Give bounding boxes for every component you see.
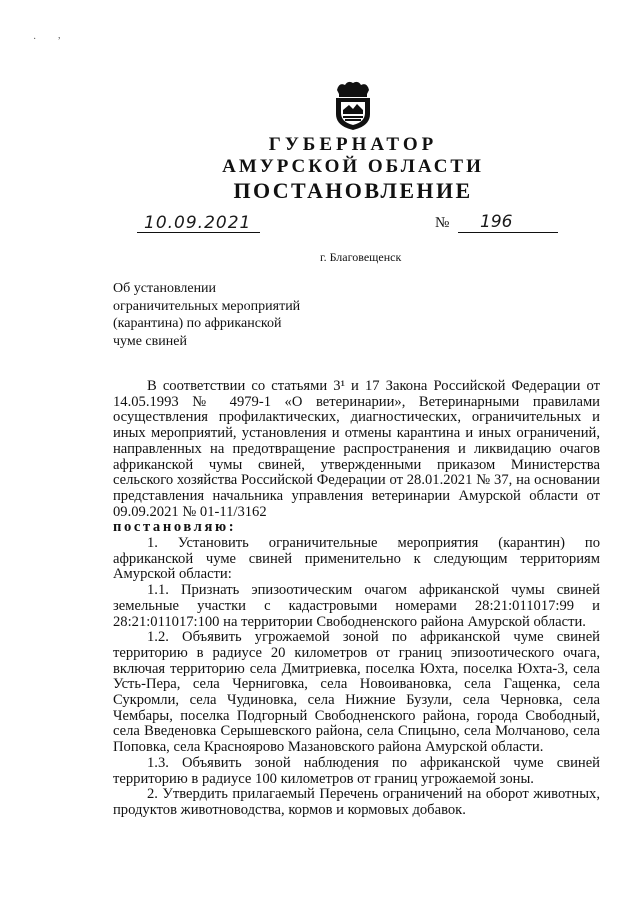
item-paragraph: 1.2. Объявить угрожаемой зоной по африканской чуме свиней территорию в радиусе 20 километров от границ эпизоотического очага, включая территорию села Дмитриевка, поселка Юхта, поселка Юхта-3, села Усть-Пера, села Черниговка, села Новоивановка, села Гащенка, села Сукромли, села Чудиновка, села Нижние Бузули, села Черновка, села Чембары, поселка Подгорный Свободненского района, города Свободный, села Введеновка Серышевского района, села Спицыно, села Молчаново, села Поповка, села Красноярово Мазановского района Амурской области. bbox=[113, 629, 600, 756]
city: г. Благовещенск bbox=[320, 250, 402, 264]
document-type: ПОСТАНОВЛЕНИЕ bbox=[233, 178, 473, 203]
number-underline bbox=[458, 232, 558, 233]
date-underline bbox=[137, 232, 260, 233]
issuer-title: ГУБЕРНАТОР bbox=[268, 134, 438, 155]
document-number: 196 bbox=[480, 212, 513, 232]
item-paragraph: 1. Установить ограничительные мероприятия (карантин) по африканской чуме свиней применительно к следующим территориям Амурской области: bbox=[113, 535, 600, 583]
document-body bbox=[113, 379, 600, 819]
preamble-paragraph: В соответствии со статьями 3¹ и 17 Закона Российской Федерации от 14.05.1993 № 4979-1 «О ветеринарии», Ветеринарными правилами осуществления профилактических, диагностических, ограничительных и иных мероприятий, установления и отмены карантина и иных ограничений, направленных на предотвращение распространения и ликвидацию очагов африканской чумы свиней, утвержденными приказом Министерства сельского хозяйства Российской Федерации от 28.01.2021 № 37, на основании представления начальника управления ветеринарии Амурской области от 09.09.2021 № 01-11/3162 bbox=[113, 378, 600, 520]
subject-line: ограничительных мероприятий bbox=[113, 298, 301, 314]
number-label: № bbox=[435, 215, 450, 231]
scan-mark: , bbox=[58, 30, 61, 41]
subject-line: Об установлении bbox=[113, 281, 217, 296]
item-paragraph: 2. Утвердить прилагаемый Перечень ограничений на оборот животных, продуктов животноводства, кормов и кормовых добавок. bbox=[113, 786, 600, 818]
scan-mark: · bbox=[33, 34, 37, 45]
item-paragraph: 1.1. Признать эпизоотическим очагом африканской чумы свиней земельные участки с кадастровыми номерами 28:21:011017:99 и 28:21:011017:100 на территории Свободненского района Амурской области. bbox=[113, 582, 600, 630]
subject-line: чуме свиней bbox=[113, 333, 187, 349]
item-paragraph: 1.3. Объявить зоной наблюдения по африканской чуме свиней территорию в радиусе 100 километров от границ угрожаемой зоны. bbox=[113, 754, 600, 787]
resolve-word: постановляю: bbox=[113, 519, 237, 536]
subject-line: (карантина) по африканской bbox=[113, 316, 282, 331]
issuer-region: АМУРСКОЙ ОБЛАСТИ bbox=[222, 156, 484, 177]
coat-of-arms-icon bbox=[331, 80, 375, 132]
document-date: 10.09.2021 bbox=[144, 213, 252, 233]
subject-block bbox=[113, 280, 300, 350]
